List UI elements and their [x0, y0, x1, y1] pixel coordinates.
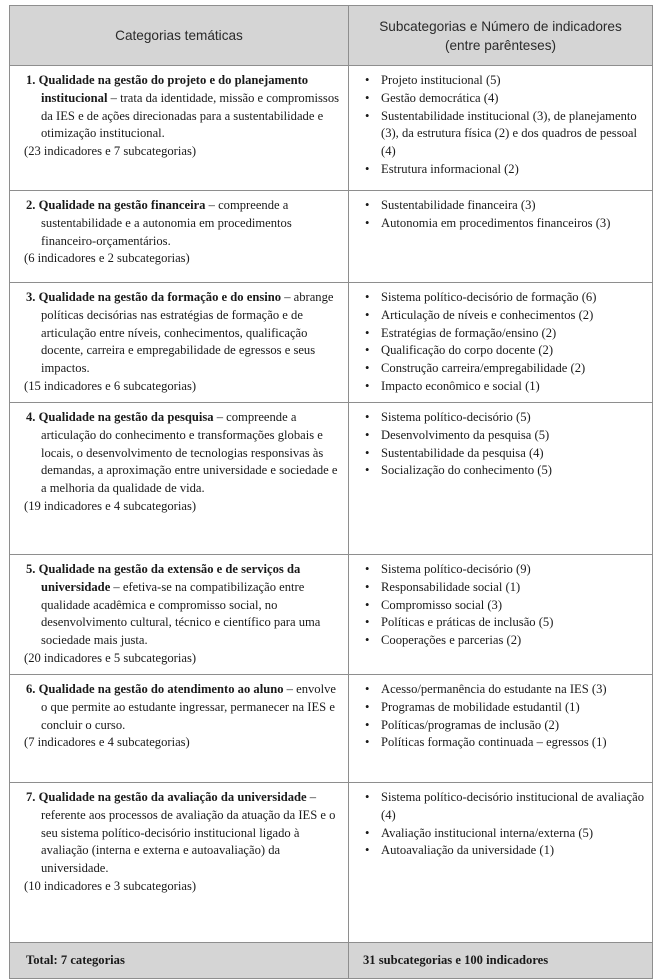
subcategory-item: • Políticas formação continuada – egressos (1) — [363, 734, 646, 752]
category-cell — [10, 403, 349, 555]
category-row — [10, 191, 653, 283]
category-cell — [10, 66, 349, 191]
subcategory-item: • Sistema político-decisório (9) — [363, 561, 646, 579]
subcategory-list — [363, 681, 646, 752]
subcategory-item: • Sustentabilidade financeira (3) — [363, 197, 646, 215]
header-subcategories-line2: (entre parênteses) — [444, 37, 557, 53]
header-categories: Categorias temáticas — [10, 6, 349, 66]
category-row — [10, 66, 653, 191]
subcategory-list — [363, 561, 646, 650]
category-title: 1. Qualidade na gestão do projeto e do planejamento institucional — [26, 73, 309, 105]
subcategory-item: • Projeto institucional (5) — [363, 72, 646, 90]
subcategory-item: • Sistema político-decisório de formação (6) — [363, 289, 646, 307]
category-description: – envolve o que permite ao estudante ingressar, permanecer na IES e concluir o curso. — [41, 682, 336, 732]
subcategory-item: • Cooperações e parcerias (2) — [363, 632, 646, 650]
category-title: 6. Qualidade na gestão do atendimento ao aluno — [26, 682, 284, 696]
subcategory-item: • Socialização do conhecimento (5) — [363, 462, 646, 480]
header-subcategories-line1: Subcategorias e Número de indicadores — [379, 18, 622, 34]
subcategory-cell — [349, 783, 653, 943]
category-title: 3. Qualidade na gestão da formação e do ensino — [26, 290, 282, 304]
subcategory-item: • Políticas/programas de inclusão (2) — [363, 717, 646, 735]
category-description-block — [26, 681, 340, 734]
category-row — [10, 675, 653, 783]
subcategory-item: • Responsabilidade social (1) — [363, 579, 646, 597]
category-description-block — [26, 289, 340, 378]
category-description-block — [26, 409, 340, 498]
categories-table — [9, 5, 653, 979]
subcategory-item: • Sustentabilidade da pesquisa (4) — [363, 445, 646, 463]
subcategory-item: • Programas de mobilidade estudantil (1) — [363, 699, 646, 717]
category-description: – abrange políticas decisórias nas estratégias de formação e de articulação entre níveis, conhecimentos, qualificação docente, carreira e empregabilidade de egressos e seus impactos. — [41, 290, 334, 376]
total-categories: Total: 7 categorias — [10, 943, 349, 979]
subcategory-list — [363, 197, 646, 233]
category-description-block — [26, 789, 340, 878]
category-row — [10, 283, 653, 403]
subcategory-cell — [349, 675, 653, 783]
subcategory-list — [363, 789, 646, 860]
subcategory-cell — [349, 555, 653, 675]
subcategory-item: • Construção carreira/empregabilidade (2) — [363, 360, 646, 378]
category-cell — [10, 555, 349, 675]
subcategory-cell — [349, 403, 653, 555]
subcategory-cell — [349, 66, 653, 191]
subcategory-item: • Gestão democrática (4) — [363, 90, 646, 108]
category-description: – compreende a articulação do conhecimento e transformações globais e locais, o desenvolvimento de tecnologias responsivas às demandas, a aproximação entre universidade e sociedade e a melhoria da qualidade de vida. — [41, 410, 338, 496]
header-subcategories — [349, 6, 653, 66]
category-description: – compreende a sustentabilidade e a autonomia em procedimentos financeiro-orçamentários. — [41, 198, 292, 248]
category-cell — [10, 783, 349, 943]
category-row — [10, 403, 653, 555]
subcategory-list — [363, 289, 646, 396]
subcategory-item: • Articulação de níveis e conhecimentos (2) — [363, 307, 646, 325]
category-title: 4. Qualidade na gestão da pesquisa — [26, 410, 214, 424]
category-title: 7. Qualidade na gestão da avaliação da universidade — [26, 790, 307, 804]
subcategory-item: • Impacto econômico e social (1) — [363, 378, 646, 396]
category-description: – efetiva-se na compatibilização entre qualidade acadêmica e compromisso social, no desenvolvimento cultural, técnico e científico para uma sociedade mais justa. — [41, 579, 321, 648]
subcategory-item: • Estratégias de formação/ensino (2) — [363, 325, 646, 343]
subcategory-cell — [349, 283, 653, 403]
subcategory-item: • Sistema político-decisório (5) — [363, 409, 646, 427]
category-description: – trata da identidade, missão e compromissos da IES e de ações direcionadas para a sustentabilidade e otimização institucional. — [41, 90, 340, 141]
subcategory-list — [363, 72, 646, 179]
category-count: (7 indicadores e 4 subcategorias) — [24, 735, 190, 750]
category-row — [10, 555, 653, 675]
category-description-block — [26, 561, 340, 650]
subcategory-item: • Sistema político-decisório institucional de avaliação (4) — [363, 789, 646, 825]
category-count: (19 indicadores e 4 subcategorias) — [24, 498, 197, 513]
subcategory-item: • Desenvolvimento da pesquisa (5) — [363, 427, 646, 445]
category-cell — [10, 191, 349, 283]
table-header-row — [10, 6, 653, 66]
subcategory-item: • Autonomia em procedimentos financeiros (3) — [363, 215, 646, 233]
category-count: (10 indicadores e 3 subcategorias) — [24, 878, 197, 893]
subcategory-item: • Autoavaliação da universidade (1) — [363, 842, 646, 860]
subcategory-item: • Estrutura informacional (2) — [363, 161, 646, 179]
category-description: – referente aos processos de avaliação da atuação da IES e o seu sistema político-decisório institucional ligado à avaliação (interna e externa e autoavaliação) da universidade. — [41, 790, 336, 876]
subcategory-cell — [349, 191, 653, 283]
category-title: 5. Qualidade na gestão da extensão e de serviços da universidade — [26, 562, 301, 594]
subcategory-item: • Sustentabilidade institucional (3), de planejamento (3), da estrutura física (2) e dos quadros de pessoal (4) — [363, 108, 646, 161]
total-row — [10, 943, 653, 979]
category-count: (15 indicadores e 6 subcategorias) — [24, 378, 197, 393]
category-description-block — [26, 197, 340, 250]
category-row — [10, 783, 653, 943]
category-description-block — [26, 72, 340, 143]
subcategory-item: • Compromisso social (3) — [363, 597, 646, 615]
total-subcategories: 31 subcategorias e 100 indicadores — [349, 943, 653, 979]
category-count: (20 indicadores e 5 subcategorias) — [24, 650, 197, 665]
category-title: 2. Qualidade na gestão financeira — [26, 198, 206, 212]
subcategory-item: • Avaliação institucional interna/externa (5) — [363, 825, 646, 843]
category-count: (23 indicadores e 7 subcategorias) — [24, 144, 197, 159]
subcategory-item: • Políticas e práticas de inclusão (5) — [363, 614, 646, 632]
category-count: (6 indicadores e 2 subcategorias) — [24, 251, 190, 266]
category-cell — [10, 283, 349, 403]
subcategory-list — [363, 409, 646, 480]
subcategory-item: • Acesso/permanência do estudante na IES (3) — [363, 681, 646, 699]
subcategory-item: • Qualificação do corpo docente (2) — [363, 342, 646, 360]
category-cell — [10, 675, 349, 783]
